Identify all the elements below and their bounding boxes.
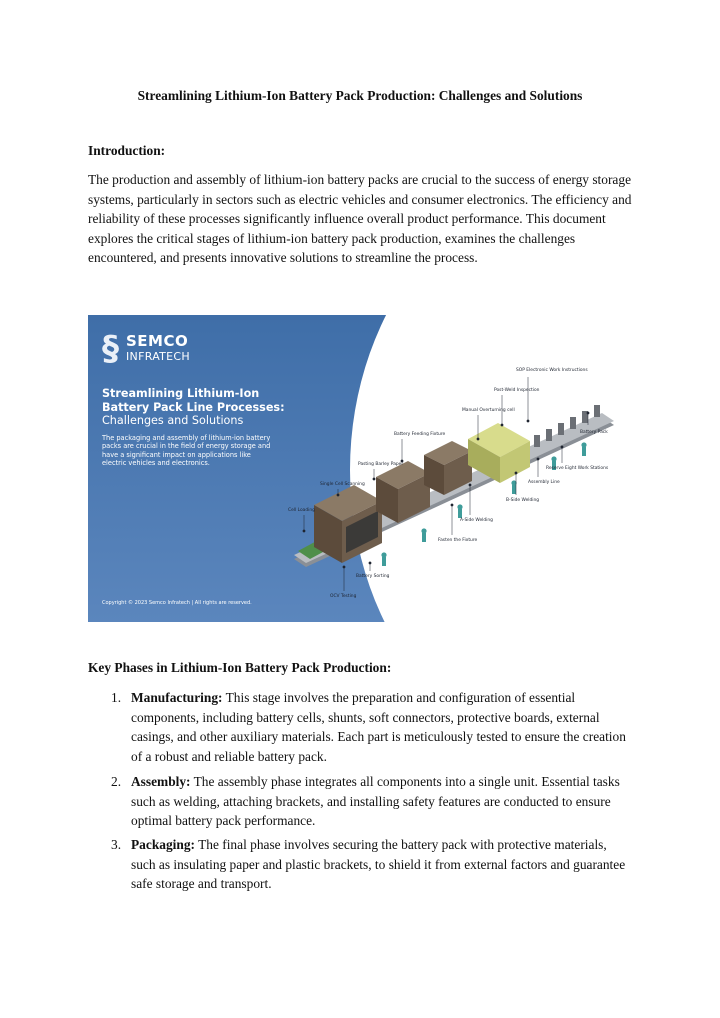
label-battery-sorting: Battery Sorting [356,574,390,579]
label-battery-feeding-fixture: Battery Feeding Fixture [394,432,446,437]
hero-infographic [88,315,633,622]
label-single-cell-scanning: Single Cell Scanning [320,482,365,487]
document-title: Streamlining Lithium-Ion Battery Pack Production: Challenges and Solutions [137,88,583,103]
hero-title-bold: Streamlining Lithium-Ion Battery Pack Line Processes: [102,387,285,414]
phase-label: Assembly: [131,774,191,789]
label-assembly-line: Assembly Line [528,480,560,485]
phase-number: 3. [111,837,122,852]
logo-name: SEMCO [126,332,189,350]
phase-item-packaging [111,835,631,894]
phase-label: Manufacturing: [131,690,223,705]
logo-swirl-icon: § [102,329,119,369]
label-manual-overturning: Manual Overturning cell [462,408,515,413]
label-pasting-barley-paper: Pasting Barley Paper [358,462,404,467]
label-b-side-welding: B-Side Welding [506,498,540,503]
phase-label: Packaging: [131,837,195,852]
phase-item-manufacturing [111,688,631,766]
semco-logo [102,329,212,371]
production-line-diagram [284,355,629,605]
phase-text: This stage involves the preparation and configuration of essential components, including battery cells, shunts, soft connectors, protective boards, external casings, and other auxiliary materials. Each part is meticulously tested to ensure the creation of a robust and reliable battery pack. [131,690,626,764]
cell-loading-machine [314,485,382,563]
phase-text: The assembly phase integrates all components into a single unit. Essential tasks such as welding, attaching brackets, and installing safety features are conducted to ensure optimal battery pack performance. [131,774,620,829]
label-battery-pack: Battery Pack [580,430,608,435]
scanning-machine [376,461,430,523]
label-a-side-welding: A-Side Welding [460,518,493,523]
hero-title-rest: Challenges and Solutions [102,414,244,428]
logo-subtitle: INFRATECH [126,350,190,363]
phase-number: 2. [111,774,122,789]
hero-copyright: Copyright © 2023 Semco Infratech | All rights are reserved. [102,600,252,606]
label-reserve-work-stations: Reserve Eight Work Stations [546,466,609,471]
phase-text: The final phase involves securing the battery pack with protective materials, such as insulating paper and plastic brackets, to shield it from external factors and guarantee safe storage and transport. [131,837,626,892]
hero-title [102,387,292,428]
label-cell-loading: Cell Loading [288,508,315,513]
label-sop-instructions: SOP Electronic Work Instructions [516,368,588,373]
phase-number: 1. [111,690,122,705]
label-post-weld-inspection: Post-Weld Inspection [494,388,540,393]
label-fasten-fixture: Fasten the Fixture [438,538,478,543]
phase-item-assembly [111,772,631,831]
key-phases-heading: Key Phases in Lithium-Ion Battery Pack Production: [88,660,392,675]
introduction-heading: Introduction: [88,143,166,158]
label-ocv-testing: OCV Testing [330,594,357,599]
hero-description: The packaging and assembly of lithium-ion battery packs are crucial in the field of energy storage and have a significant impact on applications like electric vehicles and electronics. [102,434,271,468]
introduction-paragraph: The production and assembly of lithium-ion battery packs are crucial to the success of energy storage systems, particularly in sectors such as electric vehicles and consumer electronics. The efficiency and reliability of these processes significantly influence overall product performance. This document explores the critical stages of lithium-ion battery pack production, examines the challenges encountered, and presents innovative solutions to streamline the process. [88,172,632,266]
